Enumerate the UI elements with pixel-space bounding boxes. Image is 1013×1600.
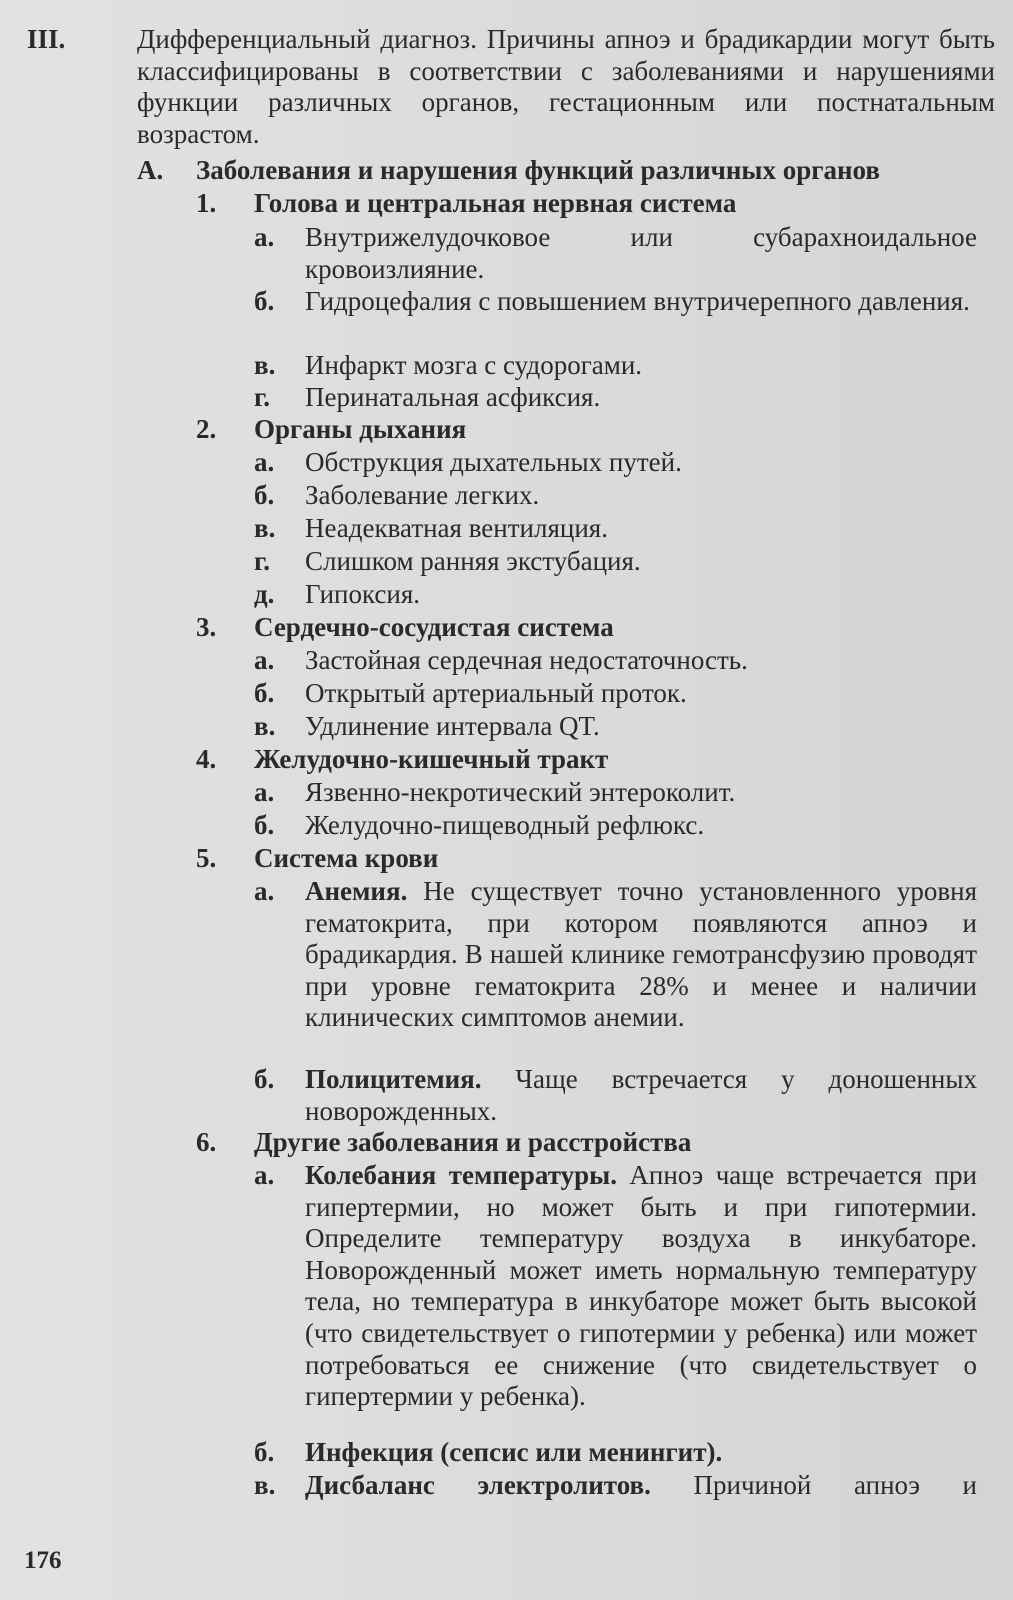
item-text: Гипоксия. [305, 579, 421, 609]
item-label: а. [254, 777, 275, 807]
group-title: Органы дыхания [254, 414, 467, 444]
item-body: Причиной апноэ и [650, 1470, 977, 1500]
item-bold-lead: Дисбаланс электролитов. [305, 1470, 651, 1500]
group-number: 1. [196, 188, 217, 218]
item-text [305, 1160, 977, 1413]
item-label: а. [254, 447, 275, 477]
item-label: б. [254, 480, 275, 510]
item-text: Внутрижелудочковое или субарахноидальное кровоизлияние. [305, 222, 977, 284]
item-label: в. [254, 350, 276, 380]
item-label: б. [254, 810, 275, 840]
group-number: 2. [196, 414, 217, 444]
item-label: в. [254, 1470, 276, 1500]
page-number: 176 [24, 1547, 62, 1574]
item-body: Апноэ чаще встречается при гипертермии, но может быть и при гипотермии. Определите температуру воздуха в инкубаторе. Новорожденный может иметь нормальную температуру тела, но температура в инкубаторе может быть высокой (что свидетельствует о гипотермии у ребенка) или может потребоваться ее снижение (что свидетельствует о гипертермии у ребенка). [305, 1160, 977, 1412]
item-label: б. [254, 1064, 275, 1094]
item-label: а. [254, 876, 275, 906]
item-label: б. [254, 1437, 275, 1467]
item-text [305, 1470, 977, 1502]
subsection-title: Заболевания и нарушения функций различных органов [196, 155, 880, 185]
item-bold-lead: Анемия. [305, 876, 408, 906]
item-bold-lead: Полицитемия. [305, 1064, 482, 1094]
item-text: Перинатальная асфиксия. [305, 382, 601, 412]
group-number: 4. [196, 744, 217, 774]
group-title: Сердечно-сосудистая система [254, 612, 614, 642]
group-number: 3. [196, 612, 217, 642]
subsection-label: А. [137, 155, 164, 185]
item-label: г. [254, 546, 270, 576]
item-label: а. [254, 222, 275, 252]
group-number: 5. [196, 843, 217, 873]
group-number: 6. [196, 1127, 217, 1157]
group-title: Желудочно-кишечный тракт [254, 744, 609, 774]
item-text: Инфаркт мозга с судорогами. [305, 350, 643, 380]
item-body: Чаще встречается у доношенных новорожденных. [305, 1064, 977, 1126]
group-title: Голова и центральная нервная система [254, 188, 737, 218]
item-label: а. [254, 1160, 275, 1190]
item-label: д. [254, 579, 275, 609]
item-bold-lead: Инфекция (сепсис или менингит). [305, 1437, 723, 1467]
item-text: Неадекватная вентиляция. [305, 513, 608, 543]
item-text [305, 1064, 977, 1127]
item-label: б. [254, 678, 275, 708]
item-label: г. [254, 382, 270, 412]
item-body: Не существует точно установленного уровня гематокрита, при котором появляются апноэ и брадикардия. В нашей клинике гемотрансфузию проводят при уровне гематокрита 28% и менее и наличии клинических симптомов анемии. [305, 876, 977, 1033]
section-number: III. [27, 24, 66, 54]
item-text: Язвенно-некротический энтероколит. [305, 777, 736, 807]
item-text: Удлинение интервала QT. [305, 711, 600, 741]
item-text: Открытый артериальный проток. [305, 678, 687, 708]
item-label: а. [254, 645, 275, 675]
group-title: Система крови [254, 843, 439, 873]
item-label: б. [254, 286, 275, 316]
item-text: Слишком ранняя экстубация. [305, 546, 641, 576]
item-text: Заболевание легких. [305, 480, 540, 510]
group-title: Другие заболевания и расстройства [254, 1127, 692, 1157]
section-intro: Дифференциальный диагноз. Причины апноэ и брадикардии могут быть классифицированы в соответствии с заболеваниями и нарушениями функции различных органов, гестационным или постнатальным возрастом. [137, 24, 995, 149]
item-label: в. [254, 513, 276, 543]
item-text [305, 876, 977, 1034]
item-text: Гидроцефалия с повышением внутричерепного давления. [305, 286, 970, 316]
item-bold-lead: Колебания температуры. [305, 1160, 617, 1190]
item-text: Застойная сердечная недостаточность. [305, 645, 748, 675]
item-text: Обструкция дыхательных путей. [305, 447, 682, 477]
item-text [305, 1437, 977, 1469]
item-label: в. [254, 711, 276, 741]
item-text: Желудочно-пищеводный рефлюкс. [305, 810, 705, 840]
